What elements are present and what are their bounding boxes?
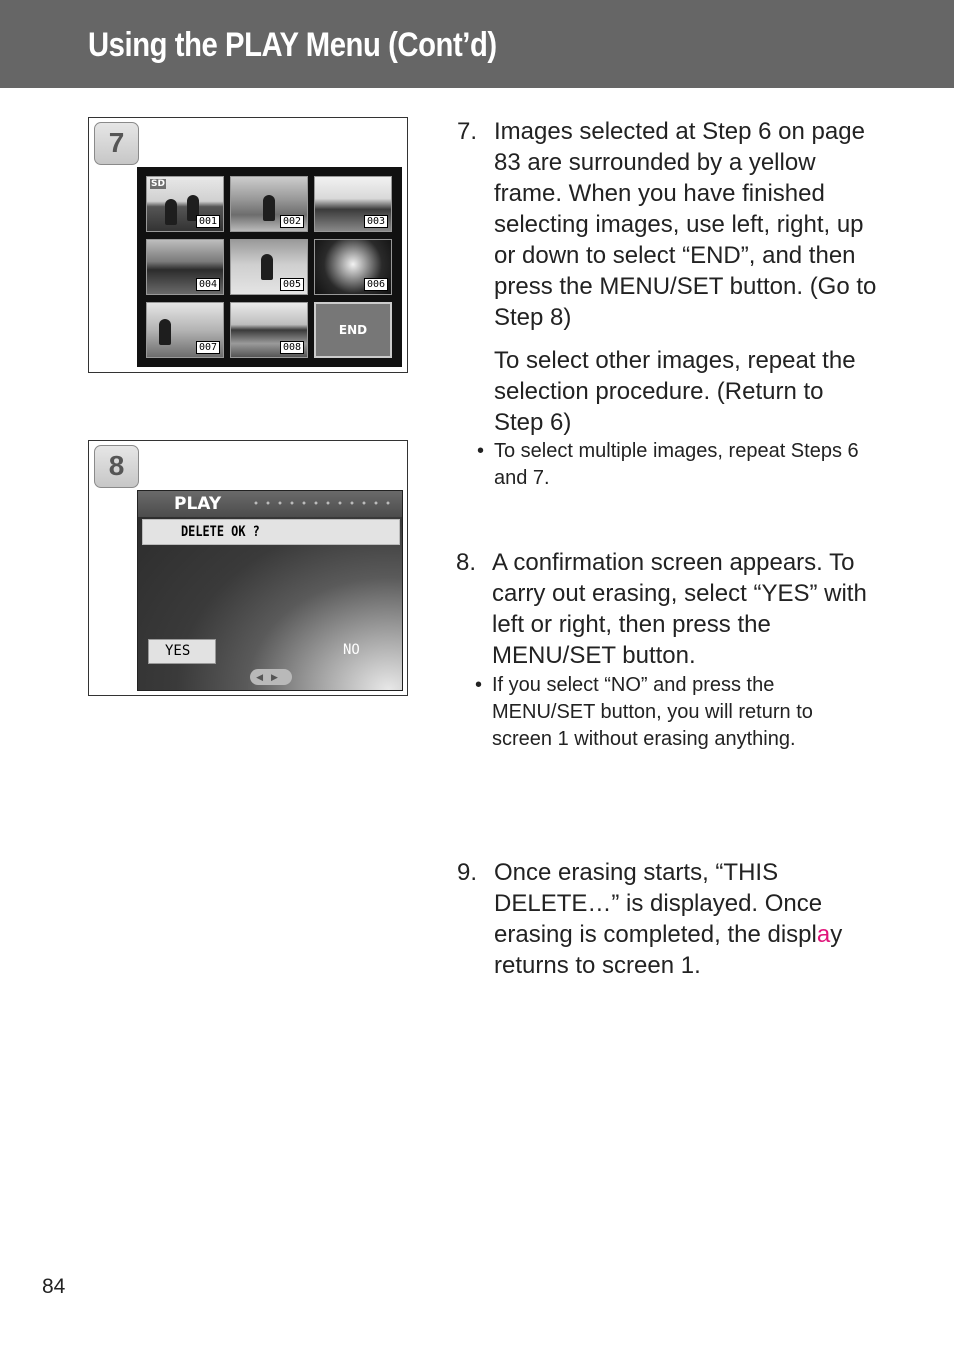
thumbnail-number: 008 bbox=[280, 341, 304, 354]
page-number: 84 bbox=[42, 1275, 66, 1298]
step-number: 9. bbox=[457, 859, 478, 886]
thumbnail-006[interactable] bbox=[314, 239, 392, 295]
delete-prompt: DELETE OK ? bbox=[181, 524, 260, 540]
step-line: carry out erasing, select “YES” with bbox=[492, 580, 867, 607]
bullet-dot: • bbox=[477, 440, 485, 462]
end-button[interactable] bbox=[314, 302, 392, 358]
step-line: left or right, then press the bbox=[492, 611, 771, 638]
thumbnail-number: 005 bbox=[280, 278, 304, 291]
step-badge-8: 8 bbox=[94, 445, 139, 488]
person-silhouette bbox=[261, 254, 273, 280]
step-line: Images selected at Step 6 on page bbox=[494, 118, 865, 145]
thumbnail-number: 004 bbox=[196, 278, 220, 291]
step-line: DELETE…” is displayed. Once bbox=[494, 890, 823, 917]
bullet-text bbox=[494, 438, 859, 492]
play-menu-title: PLAY bbox=[174, 494, 222, 514]
delete-confirm-screen bbox=[137, 490, 403, 691]
end-label: END bbox=[338, 323, 368, 337]
bullet-line: If you select “NO” and press the bbox=[492, 674, 775, 696]
header-bar bbox=[0, 0, 954, 88]
person-silhouette bbox=[263, 195, 275, 221]
step-line: selecting images, use left, right, up bbox=[494, 211, 864, 238]
page-title: Using the PLAY Menu (Cont’d) bbox=[88, 26, 497, 64]
step-body bbox=[494, 857, 842, 981]
thumbnail-003[interactable] bbox=[314, 176, 392, 232]
thumbnail-002[interactable] bbox=[230, 176, 308, 232]
step-line: returns to screen 1. bbox=[494, 952, 701, 979]
note-line: Step 6) bbox=[494, 409, 572, 436]
step-line: 83 are surrounded by a yellow bbox=[494, 149, 816, 176]
yes-button[interactable]: YES bbox=[148, 639, 216, 664]
person-silhouette bbox=[165, 199, 177, 225]
step-line: frame. When you have finished bbox=[494, 180, 825, 207]
play-menu-bar bbox=[138, 491, 402, 517]
thumbnail-005[interactable] bbox=[230, 239, 308, 295]
figure-step-7 bbox=[88, 117, 408, 373]
thumbnail-number: 002 bbox=[280, 215, 304, 228]
thumbnail-number: 003 bbox=[364, 215, 388, 228]
figure-step-8 bbox=[88, 440, 408, 696]
bullet-line: and 7. bbox=[494, 467, 550, 489]
delete-prompt-bar bbox=[142, 519, 400, 545]
menu-page-dots bbox=[250, 501, 394, 505]
bullet-text bbox=[492, 672, 813, 753]
note-line: selection procedure. (Return to bbox=[494, 378, 824, 405]
thumbnail-007[interactable] bbox=[146, 302, 224, 358]
bullet-line: MENU/SET button, you will return to bbox=[492, 701, 813, 723]
step-badge-7: 7 bbox=[94, 122, 139, 165]
highlighted-letter: a bbox=[816, 921, 831, 948]
step-line: Once erasing starts, “THIS bbox=[494, 859, 779, 886]
step-line: MENU/SET button. bbox=[492, 642, 696, 669]
step-number: 7. bbox=[457, 118, 478, 145]
left-right-arrows-icon: ◀▶ bbox=[250, 669, 292, 685]
step-line bbox=[494, 919, 842, 950]
thumbnail-number: 007 bbox=[196, 341, 220, 354]
step-body bbox=[492, 547, 867, 671]
person-silhouette bbox=[159, 319, 171, 345]
step-line: A confirmation screen appears. To bbox=[492, 549, 855, 576]
thumbnail-008[interactable] bbox=[230, 302, 308, 358]
thumbnail-004[interactable] bbox=[146, 239, 224, 295]
thumbnail-number: 006 bbox=[364, 278, 388, 291]
note-line: To select other images, repeat the bbox=[494, 347, 856, 374]
bullet-dot: • bbox=[475, 674, 483, 696]
thumbnail-grid-screen bbox=[137, 167, 402, 367]
step-7-note bbox=[494, 345, 856, 438]
no-button[interactable]: NO bbox=[343, 642, 360, 658]
step-line: press the MENU/SET button. (Go to bbox=[494, 273, 877, 300]
step-body bbox=[494, 116, 876, 333]
sd-card-label: SD bbox=[151, 179, 165, 189]
bullet-line: To select multiple images, repeat Steps 6 bbox=[494, 440, 859, 462]
step-line: or down to select “END”, and then bbox=[494, 242, 856, 269]
step-number: 8. bbox=[456, 549, 477, 576]
step-line-part: erasing is completed, the displ bbox=[494, 921, 817, 948]
step-line-part: y bbox=[830, 921, 843, 948]
bullet-line: screen 1 without erasing anything. bbox=[492, 728, 796, 750]
thumbnail-number: 001 bbox=[196, 215, 220, 228]
thumbnail-001[interactable] bbox=[146, 176, 224, 232]
step-line: Step 8) bbox=[494, 304, 572, 331]
